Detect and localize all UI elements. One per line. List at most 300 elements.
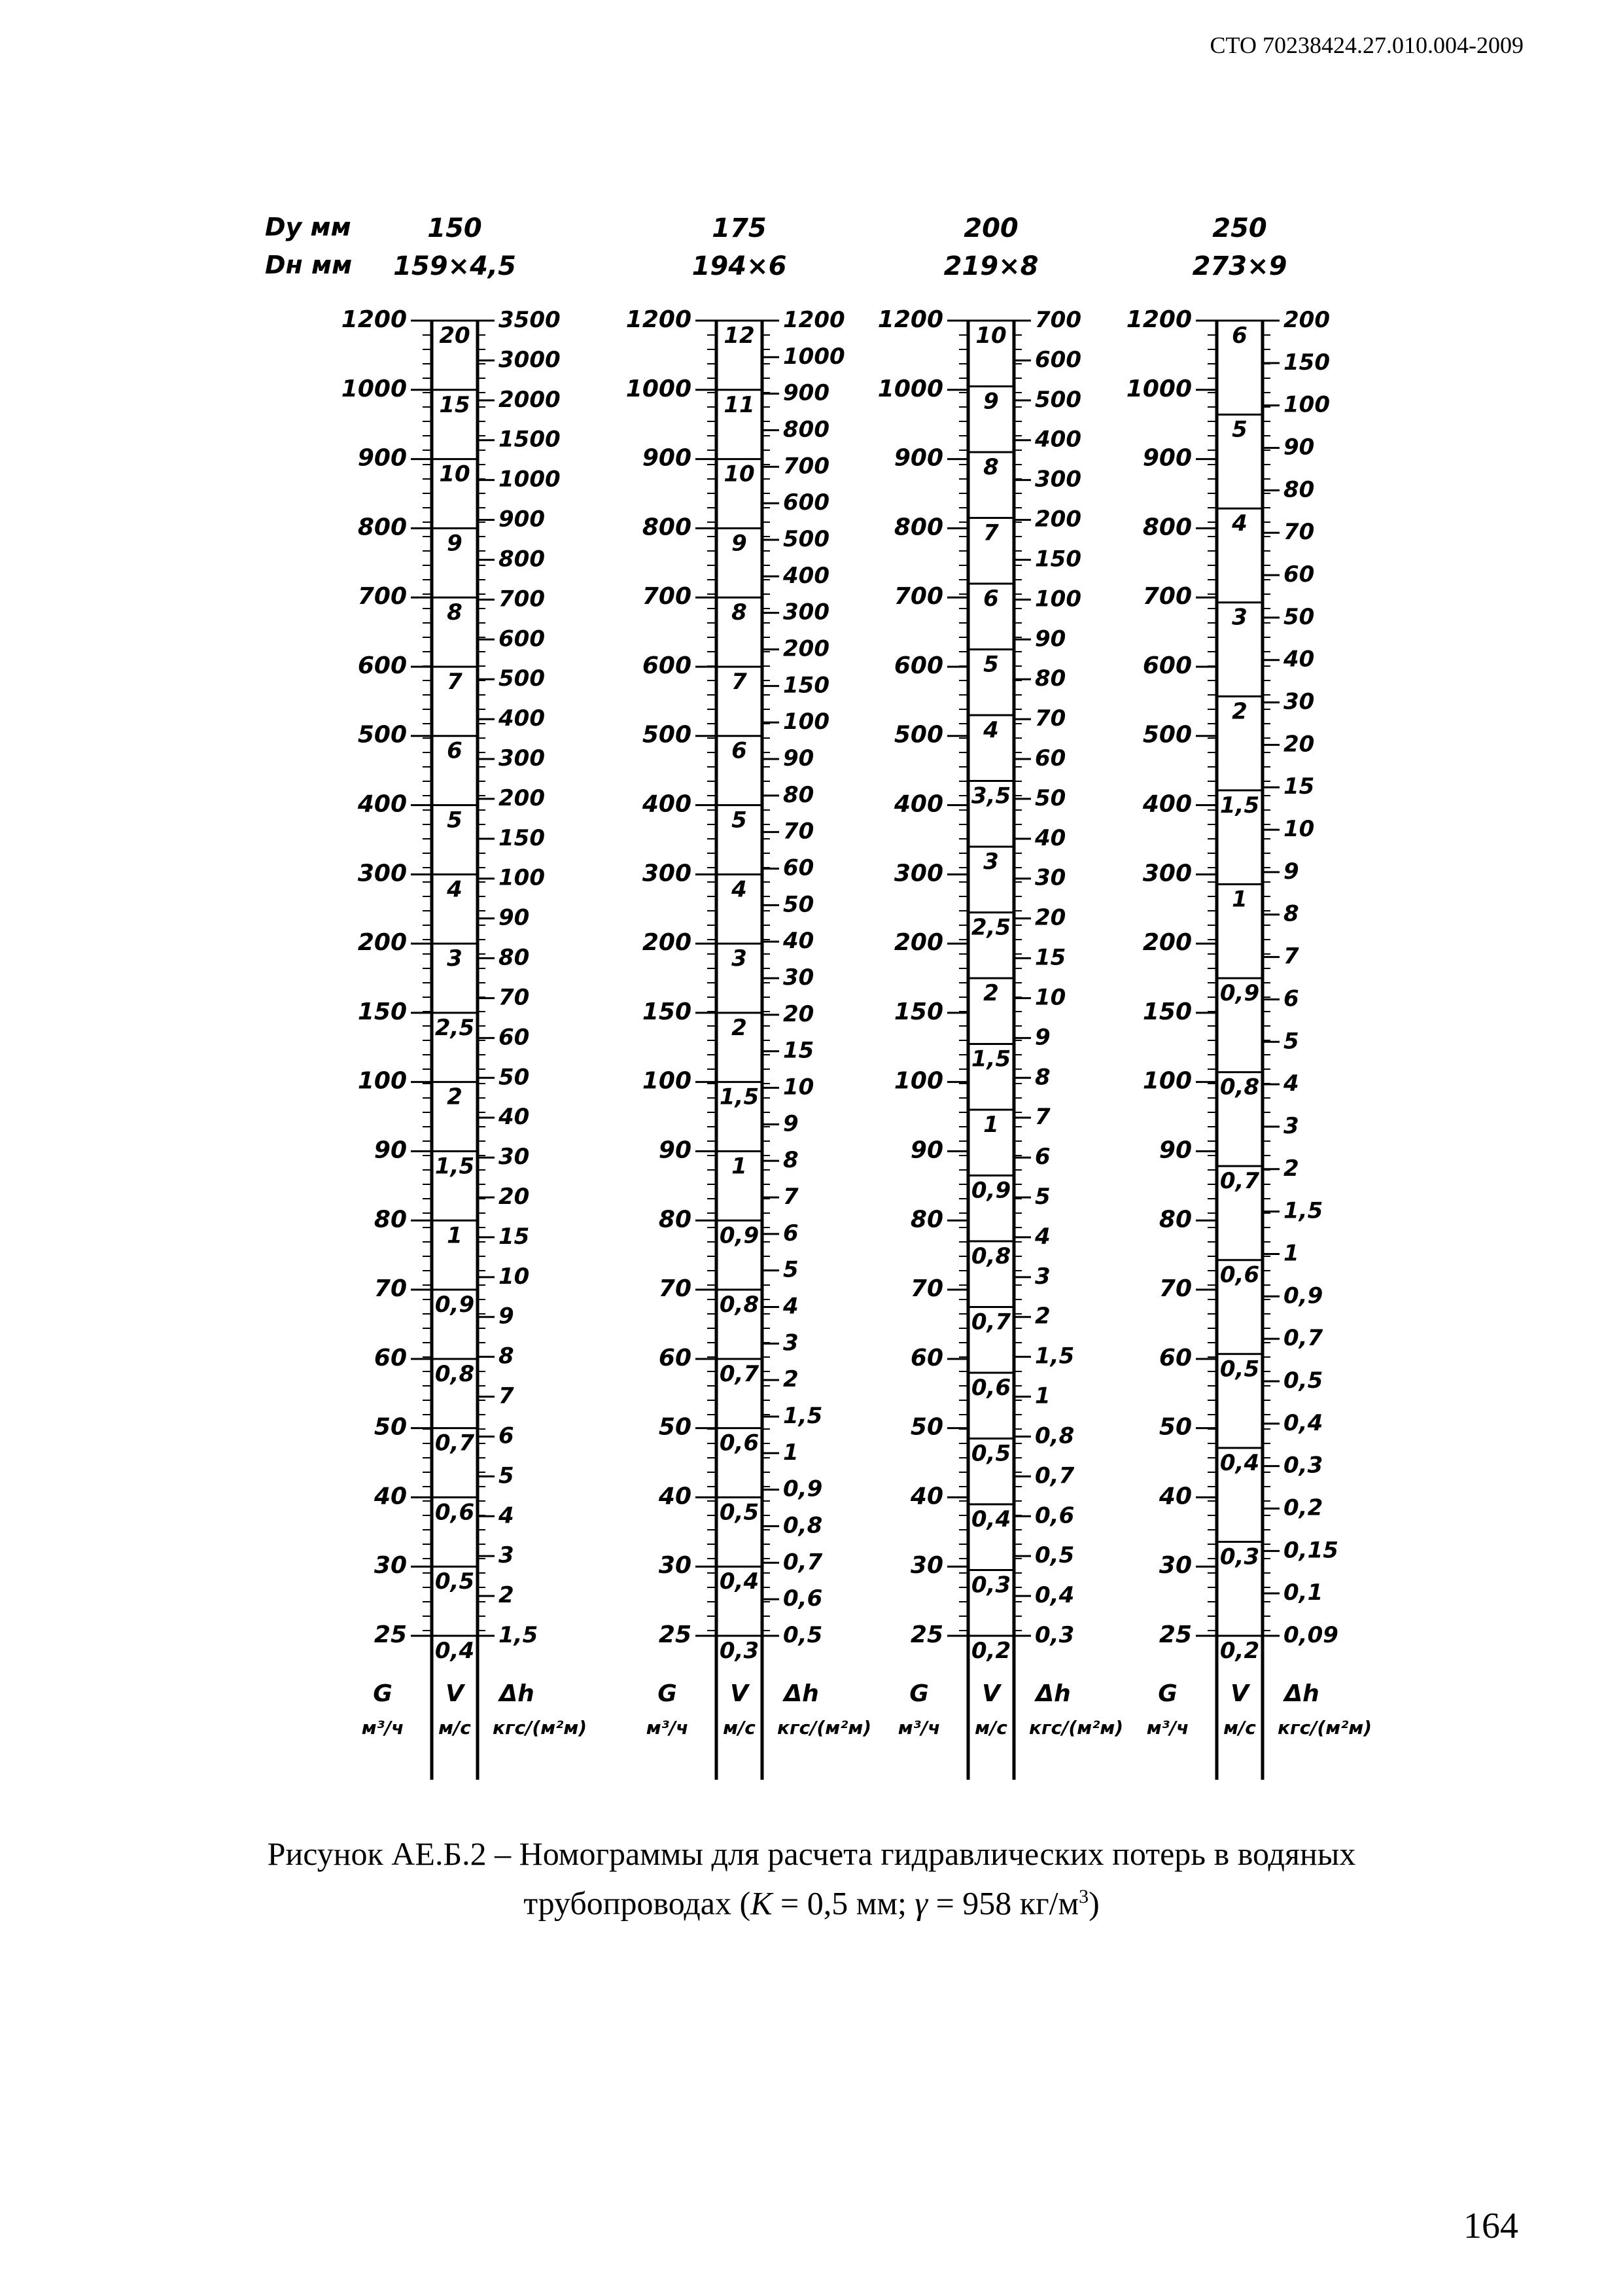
- g-tick-label: 80: [658, 1206, 691, 1233]
- caption-text: ): [1089, 1884, 1100, 1922]
- dh-tick-label: 50: [1035, 785, 1066, 811]
- dh-tick-label: 400: [1035, 426, 1081, 453]
- dh-tick-label: 15: [1283, 773, 1315, 800]
- g-tick-label: 800: [894, 514, 943, 541]
- dh-tick-label: 90: [1283, 434, 1315, 461]
- dh-tick-label: 1200: [783, 307, 845, 333]
- g-tick-label: 600: [1142, 652, 1192, 679]
- dh-tick-label: 30: [498, 1144, 530, 1171]
- dh-tick-label: 60: [783, 855, 814, 881]
- v-axis-unit: м/с: [723, 1717, 756, 1739]
- g-tick-label: 40: [374, 1483, 407, 1510]
- v-tick-label: 8: [447, 599, 462, 626]
- dh-tick-label: 600: [498, 626, 545, 652]
- v-tick-label: 15: [439, 391, 470, 418]
- dh-tick-label: 90: [783, 745, 814, 771]
- dh-tick-label: 7: [498, 1383, 514, 1409]
- dh-axis-name: Δh: [1284, 1680, 1319, 1707]
- dh-tick-label: 7: [1035, 1104, 1051, 1131]
- g-tick-label: 800: [1142, 514, 1192, 541]
- v-tick-label: 0,8: [719, 1292, 759, 1318]
- g-tick-label: 25: [910, 1621, 943, 1648]
- g-tick-label: 400: [894, 790, 943, 818]
- dh-tick-label: 0,15: [1283, 1537, 1338, 1564]
- g-tick-label: 100: [1142, 1067, 1192, 1095]
- v-axis-name: V: [982, 1680, 1000, 1707]
- dh-tick-label: 0,09: [1283, 1622, 1338, 1648]
- dh-tick-label: 4: [498, 1502, 514, 1529]
- dh-tick-label: 7: [783, 1184, 799, 1210]
- g-tick-label: 150: [1142, 998, 1192, 1025]
- g-tick-label: 90: [910, 1137, 943, 1164]
- v-tick-label: 0,3: [971, 1572, 1011, 1598]
- dh-tick-label: 5: [1035, 1184, 1051, 1210]
- dh-tick-label: 400: [783, 562, 829, 589]
- g-axis-name: G: [1158, 1680, 1178, 1707]
- dh-tick-label: 40: [498, 1104, 530, 1131]
- v-tick-label: 0,8: [971, 1243, 1011, 1269]
- v-axis-unit: м/с: [1223, 1717, 1256, 1739]
- v-tick-label: 0,6: [1219, 1262, 1260, 1288]
- dh-tick-label: 5: [498, 1462, 514, 1489]
- dh-axis-unit: кгс/(м²м): [777, 1717, 872, 1739]
- g-tick-label: 400: [642, 790, 691, 818]
- g-tick-label: 25: [658, 1621, 691, 1648]
- dh-tick-label: 3: [783, 1330, 799, 1356]
- g-tick-label: 1200: [1126, 306, 1192, 333]
- dh-axis-unit: кгс/(м²м): [1277, 1717, 1372, 1739]
- dh-tick-label: 0,4: [1283, 1409, 1323, 1436]
- g-tick-label: 300: [642, 860, 691, 887]
- g-tick-label: 200: [1142, 929, 1192, 957]
- nominal-diameter-label: 250: [1212, 213, 1267, 243]
- g-tick-label: 500: [1142, 721, 1192, 749]
- dh-tick-label: 40: [783, 928, 814, 955]
- outer-diameter-label: 159×4,5: [393, 251, 516, 281]
- g-tick-label: 70: [374, 1275, 407, 1303]
- outer-diameter-label: 194×6: [691, 251, 787, 281]
- v-tick-label: 6: [1232, 323, 1248, 349]
- dh-tick-label: 4: [783, 1293, 799, 1320]
- v-axis-unit: м/с: [975, 1717, 1007, 1739]
- nominal-diameter-label: 200: [964, 213, 1019, 243]
- dh-tick-label: 10: [783, 1074, 814, 1101]
- v-tick-label: 0,6: [719, 1430, 759, 1457]
- dh-tick-label: 0,3: [1035, 1622, 1075, 1648]
- g-tick-label: 1200: [341, 306, 407, 333]
- row-label-dn: Dн мм: [265, 251, 353, 279]
- dh-tick-label: 100: [498, 864, 545, 891]
- dh-tick-label: 1500: [498, 426, 561, 453]
- v-tick-label: 3: [1232, 604, 1248, 631]
- dh-tick-label: 100: [1283, 391, 1330, 418]
- v-tick-label: 1,5: [434, 1153, 475, 1180]
- g-tick-label: 90: [658, 1137, 691, 1164]
- g-tick-label: 700: [894, 583, 943, 610]
- v-tick-label: 10: [975, 323, 1007, 349]
- v-tick-label: 20: [439, 323, 470, 349]
- v-tick-label: 5: [1232, 416, 1248, 443]
- v-tick-label: 2: [447, 1084, 462, 1110]
- g-tick-label: 900: [1142, 444, 1192, 472]
- v-tick-label: 9: [447, 530, 462, 557]
- g-tick-label: 100: [894, 1067, 943, 1095]
- k-symbol: K: [750, 1884, 773, 1922]
- v-axis-name: V: [730, 1680, 748, 1707]
- v-tick-label: 5: [983, 651, 999, 678]
- g-tick-label: 1000: [1126, 375, 1192, 402]
- caption-line-2: [0, 1875, 1623, 1925]
- g-tick-label: 600: [642, 652, 691, 679]
- g-tick-label: 50: [910, 1413, 943, 1441]
- dh-tick-label: 70: [783, 818, 814, 845]
- row-label-dy: Dy мм: [265, 213, 351, 241]
- dh-tick-label: 70: [1035, 705, 1066, 732]
- dh-tick-label: 80: [1283, 476, 1315, 503]
- g-tick-label: 600: [357, 652, 407, 679]
- dh-tick-label: 9: [783, 1110, 799, 1137]
- dh-tick-label: 60: [498, 1024, 530, 1051]
- v-tick-label: 0,2: [971, 1638, 1011, 1664]
- g-tick-label: 70: [910, 1275, 943, 1303]
- caption-text: трубопроводах (: [523, 1884, 751, 1922]
- g-axis-unit: м³/ч: [361, 1717, 404, 1739]
- v-tick-label: 0,6: [434, 1499, 475, 1526]
- v-tick-label: 3: [983, 849, 999, 875]
- g-tick-label: 70: [1159, 1275, 1192, 1303]
- v-tick-label: 0,8: [1219, 1074, 1260, 1101]
- v-tick-label: 7: [731, 668, 747, 695]
- v-tick-label: 10: [439, 461, 470, 487]
- dh-tick-label: 0,9: [783, 1475, 823, 1502]
- dh-tick-label: 0,6: [783, 1585, 823, 1612]
- dh-tick-label: 1000: [783, 343, 845, 370]
- dh-tick-label: 6: [1035, 1144, 1051, 1171]
- dh-axis-unit: кгс/(м²м): [1028, 1717, 1124, 1739]
- nominal-diameter-label: 150: [427, 213, 482, 243]
- v-tick-label: 3: [731, 945, 747, 972]
- g-tick-label: 600: [894, 652, 943, 679]
- g-tick-label: 500: [894, 721, 943, 749]
- dh-tick-label: 0,2: [1283, 1494, 1323, 1521]
- dh-tick-label: 10: [498, 1263, 530, 1290]
- v-tick-label: 0,9: [971, 1177, 1011, 1204]
- dh-tick-label: 9: [1035, 1024, 1051, 1051]
- g-tick-label: 40: [658, 1483, 691, 1510]
- dh-tick-label: 20: [498, 1184, 530, 1210]
- dh-tick-label: 0,7: [1283, 1325, 1323, 1352]
- g-tick-label: 700: [642, 583, 691, 610]
- dh-tick-label: 900: [498, 506, 545, 533]
- g-tick-label: 200: [642, 929, 691, 957]
- g-tick-label: 25: [1159, 1621, 1192, 1648]
- g-axis-unit: м³/ч: [1146, 1717, 1189, 1739]
- document-code: СТО 70238424.27.010.004-2009: [1210, 32, 1524, 58]
- dh-tick-label: 700: [783, 453, 829, 480]
- v-tick-label: 8: [731, 599, 747, 626]
- g-tick-label: 100: [357, 1067, 407, 1095]
- v-tick-label: 1,5: [1219, 792, 1260, 819]
- v-tick-label: 9: [731, 530, 747, 557]
- dh-tick-label: 0,1: [1283, 1580, 1323, 1606]
- dh-tick-label: 3: [498, 1542, 514, 1569]
- dh-tick-label: 3: [1035, 1263, 1051, 1290]
- dh-tick-label: 60: [1283, 561, 1315, 588]
- g-tick-label: 300: [357, 860, 407, 887]
- dh-tick-label: 50: [498, 1064, 530, 1091]
- g-tick-label: 1000: [625, 375, 691, 402]
- v-tick-label: 2: [983, 980, 999, 1006]
- dh-tick-label: 500: [498, 665, 545, 692]
- v-tick-label: 6: [983, 586, 999, 612]
- g-tick-label: 50: [1159, 1413, 1192, 1441]
- v-tick-label: 2: [1232, 698, 1248, 725]
- g-tick-label: 200: [357, 929, 407, 957]
- g-tick-label: 80: [910, 1206, 943, 1233]
- v-tick-label: 0,7: [971, 1309, 1011, 1335]
- dh-tick-label: 30: [1283, 688, 1315, 715]
- dh-tick-label: 6: [498, 1422, 514, 1449]
- dh-axis-name: Δh: [1036, 1680, 1071, 1707]
- dh-tick-label: 50: [1283, 603, 1315, 630]
- dh-tick-label: 8: [1283, 900, 1299, 927]
- caption-text: = 958 кг/м: [928, 1884, 1079, 1922]
- dh-tick-label: 3: [1283, 1112, 1299, 1139]
- v-tick-label: 0,4: [1219, 1449, 1260, 1476]
- dh-tick-label: 20: [1035, 904, 1066, 931]
- dh-tick-label: 1,5: [1035, 1343, 1075, 1369]
- v-tick-label: 0,9: [434, 1292, 475, 1318]
- nominal-diameter-label: 175: [712, 213, 767, 243]
- v-axis-name: V: [445, 1680, 464, 1707]
- g-tick-label: 150: [642, 998, 691, 1025]
- v-tick-label: 0,7: [434, 1430, 475, 1457]
- g-tick-label: 40: [1159, 1483, 1192, 1510]
- dh-tick-label: 500: [783, 526, 829, 552]
- v-tick-label: 3,5: [971, 783, 1011, 809]
- v-tick-label: 4: [983, 717, 999, 743]
- v-tick-label: 1,5: [971, 1046, 1011, 1072]
- v-tick-label: 0,9: [1219, 980, 1260, 1006]
- g-tick-label: 50: [374, 1413, 407, 1441]
- v-tick-label: 7: [447, 668, 462, 695]
- v-tick-label: 0,7: [719, 1360, 759, 1387]
- dh-tick-label: 5: [1283, 1028, 1299, 1055]
- v-tick-label: 5: [447, 807, 462, 834]
- g-tick-label: 900: [357, 444, 407, 472]
- dh-tick-label: 5: [783, 1256, 799, 1283]
- dh-tick-label: 200: [1035, 506, 1081, 533]
- gamma-symbol: γ: [915, 1884, 928, 1922]
- g-tick-label: 900: [642, 444, 691, 472]
- dh-tick-label: 1,5: [498, 1622, 538, 1648]
- dh-tick-label: 0,5: [1035, 1542, 1075, 1569]
- figure-caption: [0, 1832, 1623, 1925]
- dh-tick-label: 600: [783, 489, 829, 516]
- g-tick-label: 90: [1159, 1137, 1192, 1164]
- g-tick-label: 80: [374, 1206, 407, 1233]
- nomogram-group: [341, 213, 1372, 1780]
- dh-tick-label: 300: [783, 599, 829, 626]
- v-tick-label: 0,2: [1219, 1638, 1260, 1664]
- v-tick-label: 0,5: [719, 1499, 759, 1526]
- g-tick-label: 25: [374, 1621, 407, 1648]
- dh-tick-label: 100: [783, 709, 829, 735]
- dh-tick-label: 15: [1035, 944, 1066, 971]
- g-tick-label: 800: [357, 514, 407, 541]
- g-tick-label: 1200: [877, 306, 943, 333]
- v-tick-label: 6: [731, 737, 747, 764]
- dh-tick-label: 2: [783, 1366, 799, 1393]
- dh-tick-label: 9: [1283, 858, 1299, 885]
- g-tick-label: 60: [1159, 1344, 1192, 1371]
- v-tick-label: 0,3: [719, 1638, 759, 1664]
- v-tick-label: 0,5: [434, 1568, 475, 1595]
- dh-tick-label: 2: [1035, 1303, 1051, 1330]
- g-tick-label: 30: [910, 1552, 943, 1580]
- dh-tick-label: 2: [498, 1582, 514, 1609]
- g-tick-label: 90: [374, 1137, 407, 1164]
- g-tick-label: 60: [658, 1344, 691, 1371]
- v-tick-label: 0,8: [434, 1360, 475, 1387]
- dh-tick-label: 20: [783, 1000, 814, 1027]
- dh-tick-label: 1: [1283, 1240, 1299, 1267]
- g-tick-label: 60: [910, 1344, 943, 1371]
- g-tick-label: 50: [658, 1413, 691, 1441]
- dh-tick-label: 10: [1283, 816, 1315, 843]
- v-tick-label: 4: [447, 876, 462, 903]
- outer-diameter-label: 219×8: [943, 251, 1039, 281]
- dh-tick-label: 70: [1283, 519, 1315, 546]
- g-axis-name: G: [657, 1680, 677, 1707]
- dh-tick-label: 1: [1035, 1383, 1051, 1409]
- dh-tick-label: 0,3: [1283, 1452, 1323, 1479]
- v-tick-label: 1: [983, 1112, 999, 1138]
- g-axis-unit: м³/ч: [646, 1717, 689, 1739]
- v-axis-name: V: [1230, 1680, 1249, 1707]
- v-tick-label: 7: [983, 520, 999, 546]
- dh-tick-label: 0,8: [1035, 1422, 1075, 1449]
- dh-tick-label: 600: [1035, 346, 1081, 373]
- dh-tick-label: 700: [498, 586, 545, 612]
- dh-tick-label: 150: [783, 672, 829, 699]
- v-axis-unit: м/с: [438, 1717, 471, 1739]
- dh-tick-label: 50: [783, 891, 814, 918]
- dh-tick-label: 100: [1035, 586, 1081, 612]
- v-tick-label: 6: [447, 737, 462, 764]
- g-tick-label: 150: [357, 998, 407, 1025]
- dh-tick-label: 300: [1035, 466, 1081, 493]
- v-tick-label: 0,5: [971, 1440, 1011, 1467]
- dh-tick-label: 3500: [498, 307, 561, 333]
- dh-tick-label: 6: [1283, 985, 1299, 1012]
- dh-tick-label: 1,5: [1283, 1197, 1323, 1224]
- outer-diameter-label: 273×9: [1192, 251, 1287, 281]
- dh-tick-label: 150: [1035, 546, 1081, 573]
- dh-tick-label: 9: [498, 1303, 514, 1330]
- dh-axis-unit: кгс/(м²м): [492, 1717, 587, 1739]
- g-tick-label: 500: [642, 721, 691, 749]
- v-tick-label: 0,4: [434, 1638, 475, 1664]
- dh-tick-label: 0,7: [1035, 1462, 1075, 1489]
- g-tick-label: 300: [894, 860, 943, 887]
- dh-tick-label: 60: [1035, 745, 1066, 771]
- dh-tick-label: 2000: [498, 386, 561, 413]
- v-tick-label: 1: [731, 1153, 747, 1180]
- dh-tick-label: 0,6: [1035, 1502, 1075, 1529]
- caption-text: = 0,5 мм;: [772, 1884, 915, 1922]
- dh-tick-label: 20: [1283, 731, 1315, 758]
- v-tick-label: 2,5: [971, 914, 1011, 941]
- v-tick-label: 0,3: [1219, 1544, 1260, 1570]
- dh-tick-label: 0,5: [783, 1622, 823, 1648]
- g-tick-label: 1000: [341, 375, 407, 402]
- v-tick-label: 2: [731, 1014, 747, 1041]
- dh-tick-label: 0,5: [1283, 1367, 1323, 1394]
- dh-tick-label: 90: [1035, 626, 1066, 652]
- caption-line-1: Рисунок АЕ.Б.2 – Номограммы для расчета гидравлических потерь в водяных: [267, 1835, 1356, 1872]
- dh-tick-label: 80: [783, 781, 814, 808]
- v-tick-label: 3: [447, 945, 462, 972]
- dh-tick-label: 15: [498, 1223, 530, 1250]
- dh-tick-label: 800: [783, 416, 829, 443]
- dh-tick-label: 0,4: [1035, 1582, 1075, 1609]
- v-tick-label: 1,5: [719, 1084, 759, 1110]
- dh-tick-label: 8: [498, 1343, 514, 1369]
- dh-tick-label: 80: [1035, 665, 1066, 692]
- v-tick-label: 5: [731, 807, 747, 834]
- g-tick-label: 60: [374, 1344, 407, 1371]
- v-tick-label: 0,4: [971, 1506, 1011, 1532]
- g-tick-label: 30: [374, 1552, 407, 1580]
- dh-tick-label: 150: [498, 824, 545, 851]
- g-tick-label: 150: [894, 998, 943, 1025]
- v-tick-label: 0,4: [719, 1568, 759, 1595]
- g-tick-label: 40: [910, 1483, 943, 1510]
- v-tick-label: 1: [447, 1222, 462, 1249]
- dh-tick-label: 30: [783, 964, 814, 991]
- v-tick-label: 0,7: [1219, 1168, 1260, 1195]
- g-tick-label: 30: [1159, 1552, 1192, 1580]
- g-tick-label: 300: [1142, 860, 1192, 887]
- dh-tick-label: 3000: [498, 346, 561, 373]
- g-tick-label: 400: [1142, 790, 1192, 818]
- dh-tick-label: 80: [498, 944, 530, 971]
- dh-tick-label: 200: [498, 785, 545, 811]
- g-tick-label: 100: [642, 1067, 691, 1095]
- dh-tick-label: 200: [783, 635, 829, 662]
- dh-tick-label: 900: [783, 380, 829, 406]
- dh-tick-label: 6: [783, 1220, 799, 1246]
- g-axis-name: G: [909, 1680, 929, 1707]
- dh-tick-label: 15: [783, 1037, 814, 1064]
- dh-tick-label: 40: [1035, 824, 1066, 851]
- dh-tick-label: 70: [498, 984, 530, 1011]
- v-tick-label: 4: [731, 876, 747, 903]
- g-tick-label: 500: [357, 721, 407, 749]
- g-tick-label: 70: [658, 1275, 691, 1303]
- dh-tick-label: 1: [783, 1439, 799, 1466]
- dh-tick-label: 0,9: [1283, 1282, 1323, 1309]
- g-axis-unit: м³/ч: [898, 1717, 941, 1739]
- dh-tick-label: 400: [498, 705, 545, 732]
- dh-tick-label: 2: [1283, 1155, 1299, 1182]
- dh-axis-name: Δh: [499, 1680, 534, 1707]
- g-tick-label: 700: [357, 583, 407, 610]
- g-tick-label: 900: [894, 444, 943, 472]
- g-tick-label: 1000: [877, 375, 943, 402]
- dh-tick-label: 700: [1035, 307, 1081, 333]
